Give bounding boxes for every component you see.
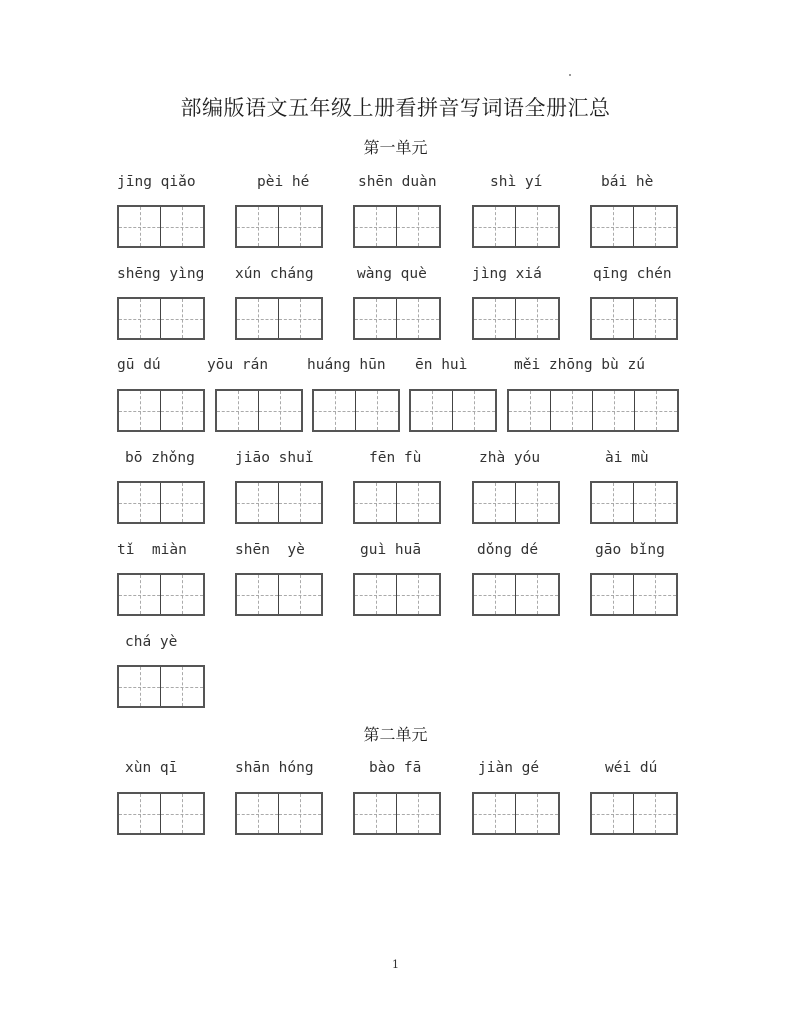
pinyin-label: pèi hé (257, 174, 310, 190)
pinyin-label: dǒng dé (477, 542, 539, 558)
char-cell[interactable] (161, 575, 203, 614)
pinyin-label: chá yè (125, 634, 178, 650)
writing-grid[interactable] (590, 297, 678, 340)
char-cell[interactable] (119, 207, 161, 246)
char-cell[interactable] (161, 483, 203, 522)
char-cell[interactable] (119, 483, 161, 522)
char-cell[interactable] (355, 575, 397, 614)
writing-grid[interactable] (472, 792, 560, 835)
char-cell[interactable] (237, 575, 279, 614)
char-cell[interactable] (279, 483, 321, 522)
writing-grid[interactable] (472, 481, 560, 524)
pinyin-label: tǐ miàn (117, 542, 187, 558)
char-cell[interactable] (237, 794, 279, 833)
pinyin-label: wàng què (357, 266, 427, 282)
pinyin-label: gū dú (117, 357, 161, 373)
pinyin-label: yōu rán (207, 357, 269, 373)
writing-grid[interactable] (353, 792, 441, 835)
char-cell[interactable] (397, 794, 439, 833)
char-cell[interactable] (356, 391, 398, 430)
char-cell[interactable] (516, 794, 558, 833)
writing-grid[interactable] (472, 573, 560, 616)
char-cell[interactable] (593, 391, 635, 430)
char-cell[interactable] (634, 794, 676, 833)
char-cell[interactable] (474, 207, 516, 246)
char-cell[interactable] (355, 207, 397, 246)
writing-grid[interactable] (117, 665, 205, 708)
writing-grid[interactable] (117, 297, 205, 340)
writing-grid[interactable] (353, 297, 441, 340)
char-cell[interactable] (279, 207, 321, 246)
writing-grid[interactable] (590, 481, 678, 524)
char-cell[interactable] (509, 391, 551, 430)
char-cell[interactable] (237, 299, 279, 338)
pinyin-label: xún cháng (235, 266, 314, 282)
pinyin-label: jiàn gé (478, 760, 540, 776)
writing-grid[interactable] (235, 481, 323, 524)
writing-grid[interactable] (215, 389, 303, 432)
char-cell[interactable] (592, 299, 634, 338)
char-cell[interactable] (516, 575, 558, 614)
char-cell[interactable] (634, 207, 676, 246)
writing-grid[interactable] (117, 389, 205, 432)
char-cell[interactable] (259, 391, 301, 430)
writing-grid[interactable] (590, 205, 678, 248)
char-cell[interactable] (217, 391, 259, 430)
writing-grid[interactable] (590, 573, 678, 616)
char-cell[interactable] (634, 575, 676, 614)
pinyin-label: wéi dú (605, 760, 658, 776)
writing-grid[interactable] (235, 792, 323, 835)
unit-heading-1: 第一单元 (363, 138, 428, 157)
pinyin-label: xùn qī (125, 760, 178, 776)
char-cell[interactable] (314, 391, 356, 430)
char-cell[interactable] (119, 575, 161, 614)
char-cell[interactable] (119, 299, 161, 338)
pinyin-label: měi zhōng bù zú (514, 357, 645, 373)
char-cell[interactable] (119, 794, 161, 833)
char-cell[interactable] (119, 391, 161, 430)
pinyin-label: shān hóng (235, 760, 314, 776)
pinyin-label: huáng hūn (307, 357, 386, 373)
writing-grid[interactable] (590, 792, 678, 835)
char-cell[interactable] (516, 299, 558, 338)
char-cell[interactable] (551, 391, 593, 430)
char-cell[interactable] (355, 299, 397, 338)
writing-grid[interactable] (409, 389, 497, 432)
pinyin-label: jìng xiá (472, 266, 542, 282)
pinyin-label: shēng yìng (117, 266, 205, 282)
char-cell[interactable] (397, 575, 439, 614)
pinyin-label: bào fā (369, 760, 422, 776)
char-cell[interactable] (397, 483, 439, 522)
char-cell[interactable] (355, 483, 397, 522)
writing-grid[interactable] (353, 481, 441, 524)
writing-grid[interactable] (235, 573, 323, 616)
char-cell[interactable] (411, 391, 453, 430)
writing-grid[interactable] (117, 573, 205, 616)
char-cell[interactable] (474, 483, 516, 522)
char-cell[interactable] (397, 299, 439, 338)
pinyin-label: jiāo shuǐ (235, 450, 314, 466)
char-cell[interactable] (635, 391, 677, 430)
char-cell[interactable] (397, 207, 439, 246)
char-cell[interactable] (237, 483, 279, 522)
char-cell[interactable] (161, 299, 203, 338)
writing-grid[interactable] (117, 205, 205, 248)
char-cell[interactable] (279, 794, 321, 833)
writing-grid[interactable] (235, 297, 323, 340)
char-cell[interactable] (237, 207, 279, 246)
char-cell[interactable] (161, 391, 203, 430)
writing-grid[interactable] (117, 481, 205, 524)
stray-mark (569, 74, 571, 76)
pinyin-label: guì huā (360, 542, 422, 558)
pinyin-label: jīng qiǎo (117, 174, 196, 190)
char-cell[interactable] (516, 207, 558, 246)
writing-grid[interactable] (353, 205, 441, 248)
pinyin-label: zhà yóu (479, 450, 541, 466)
writing-grid[interactable] (353, 573, 441, 616)
pinyin-label: gāo bǐng (595, 542, 665, 558)
unit-heading-2: 第二单元 (363, 725, 428, 744)
char-cell[interactable] (474, 299, 516, 338)
char-cell[interactable] (516, 483, 558, 522)
char-cell[interactable] (592, 794, 634, 833)
char-cell[interactable] (592, 207, 634, 246)
char-cell[interactable] (119, 667, 161, 706)
char-cell[interactable] (592, 575, 634, 614)
pinyin-label: shēn yè (235, 542, 305, 558)
char-cell[interactable] (474, 575, 516, 614)
writing-grid[interactable] (472, 205, 560, 248)
pinyin-label: bái hè (601, 174, 654, 190)
writing-grid[interactable] (312, 389, 400, 432)
char-cell[interactable] (453, 391, 495, 430)
char-cell[interactable] (474, 794, 516, 833)
pinyin-label: shēn duàn (358, 174, 437, 190)
pinyin-label: ài mù (605, 450, 649, 466)
char-cell[interactable] (161, 207, 203, 246)
char-cell[interactable] (634, 483, 676, 522)
char-cell[interactable] (634, 299, 676, 338)
char-cell[interactable] (355, 794, 397, 833)
writing-grid[interactable] (235, 205, 323, 248)
writing-grid[interactable] (472, 297, 560, 340)
page-number: 1 (392, 958, 399, 971)
char-cell[interactable] (279, 299, 321, 338)
char-cell[interactable] (161, 794, 203, 833)
pinyin-label: shì yí (490, 174, 543, 190)
char-cell[interactable] (161, 667, 203, 706)
pinyin-label: ēn huì (415, 357, 468, 373)
pinyin-label: bō zhǒng (125, 450, 195, 466)
writing-grid[interactable] (117, 792, 205, 835)
pinyin-label: fēn fù (369, 450, 422, 466)
writing-grid-4char[interactable] (507, 389, 679, 432)
char-cell[interactable] (279, 575, 321, 614)
char-cell[interactable] (592, 483, 634, 522)
pinyin-label: qīng chén (593, 266, 672, 282)
page-title: 部编版语文五年级上册看拼音写词语全册汇总 (180, 96, 611, 120)
